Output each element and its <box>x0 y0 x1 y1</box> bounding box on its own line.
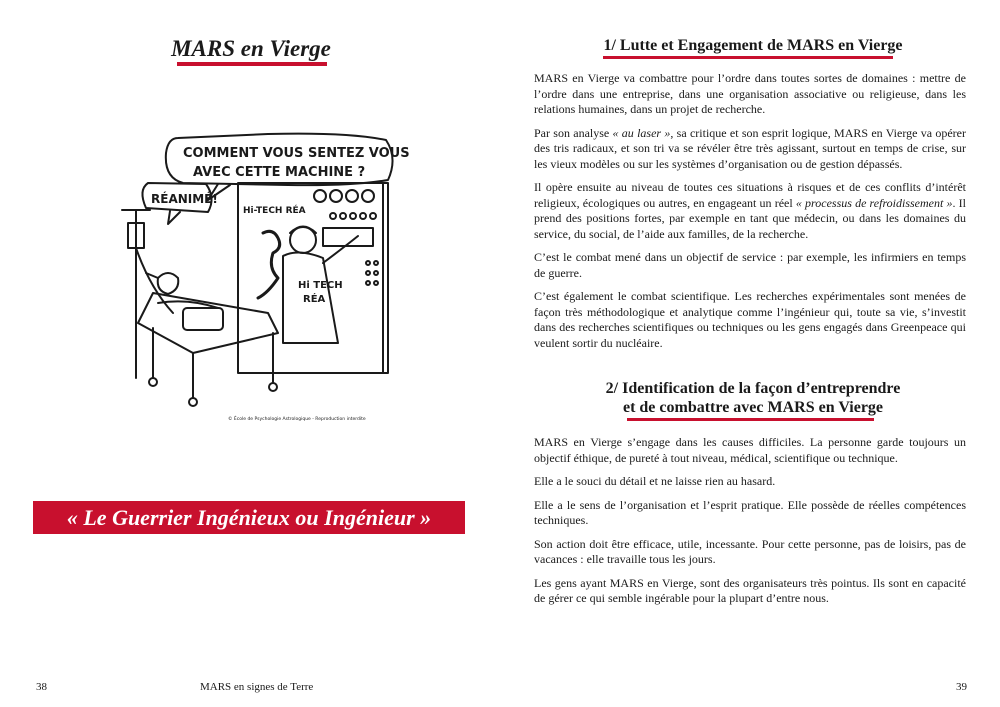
paragraph: Par son analyse « au laser », sa critique et son esprit logique, MARS en Vierge va opérer des tris radicaux, et son tri va se révéler être très agissant, surtout en temps de crise, sur les vieux modèles ou sur les systèmes d’organisation ou de gestion dépassés. <box>534 125 967 171</box>
paragraph: Elle a le souci du détail et ne laisse rien au hasard. <box>534 474 776 488</box>
paragraph: Son action doit être efficace, utile, incessante. Pour cette personne, pas de loisirs, pas de vacances : elle travaille tous les jours. <box>534 536 966 566</box>
illustration-credit: © École de Psychologie Astrologique - Reproduction interdite <box>228 417 366 422</box>
section-heading-2-line-1: 2/ Identification de la façon d’entreprendre <box>605 380 901 397</box>
paragraph: MARS en Vierge va combattre pour l’ordre dans toutes sortes de domaines : mettre de l’ordre dans une entreprise, dans une organisation associative ou religieuse, dans les relations humaines, dans un projet de recherche. <box>534 71 966 116</box>
coat-label-2: RÉA <box>303 294 326 305</box>
heading-1-underline <box>603 56 893 59</box>
page-title: MARS en Vierge <box>171 36 331 61</box>
page-number-right: 39 <box>956 681 967 693</box>
section-heading-2-line-2: et de combattre avec MARS en Vierge <box>622 399 884 416</box>
footer-title: MARS en signes de Terre <box>200 681 314 693</box>
coat-label-1: Hi TECH <box>298 280 343 291</box>
section-banner: « Le Guerrier Ingénieux ou Ingénieur » <box>33 501 465 534</box>
title-underline <box>177 62 327 66</box>
cartoon-illustration <box>98 128 448 428</box>
speech-line-2: AVEC CETTE MACHINE ? <box>193 165 366 180</box>
paragraph: Il opère ensuite au niveau de toutes ces situations à risques et de ces conflits d’intérêt religieux, écologiques ou autres, en engageant un réel « processus de refroidissement ». Il prend des positions fortes, par exemple en tant que médecin, ou dans les domaines du service, du social, de l’aide aux familles, de la recherche. <box>534 180 966 241</box>
section-2-text <box>534 435 966 615</box>
heading-2-underline <box>627 418 874 421</box>
paragraph: MARS en Vierge s’engage dans les causes difficiles. La personne garde toujours un objectif éthique, de pureté à tout niveau, médical, scientifique ou technique. <box>534 435 966 465</box>
paragraph: C’est également le combat scientifique. Les recherches expérimentales sont menées de façon très méthodologique et analytique comme l’ingénieur qui, toute sa vie, s’investit dans des recherches scientifiques ou techniques ou les gens engagés dans Greenpeace qui veulent sortir du nucléaire. <box>534 289 966 350</box>
speech-line-1: COMMENT VOUS SENTEZ VOUS <box>183 146 410 161</box>
page-number-left: 38 <box>36 681 47 693</box>
paragraph: Elle a le sens de l’organisation et l’esprit pratique. Elle possède de réelles compétences techniques. <box>534 497 966 527</box>
paragraph: C’est le combat mené dans un objectif de service : par exemple, les infirmiers en temps de guerre. <box>534 250 966 280</box>
patient-bubble-text: RÉANIMÉ! <box>151 192 218 206</box>
section-heading-1: 1/ Lutte et Engagement de MARS en Vierge <box>603 37 903 54</box>
paragraph: Les gens ayant MARS en Vierge, sont des organisateurs très pointus. Ils sont en capacité de gérer ce qui semble ingérable pour la plupart d’entre nous. <box>534 575 966 605</box>
machine-label: Hi-TECH RÉA <box>243 206 306 216</box>
section-1-text <box>534 71 966 359</box>
